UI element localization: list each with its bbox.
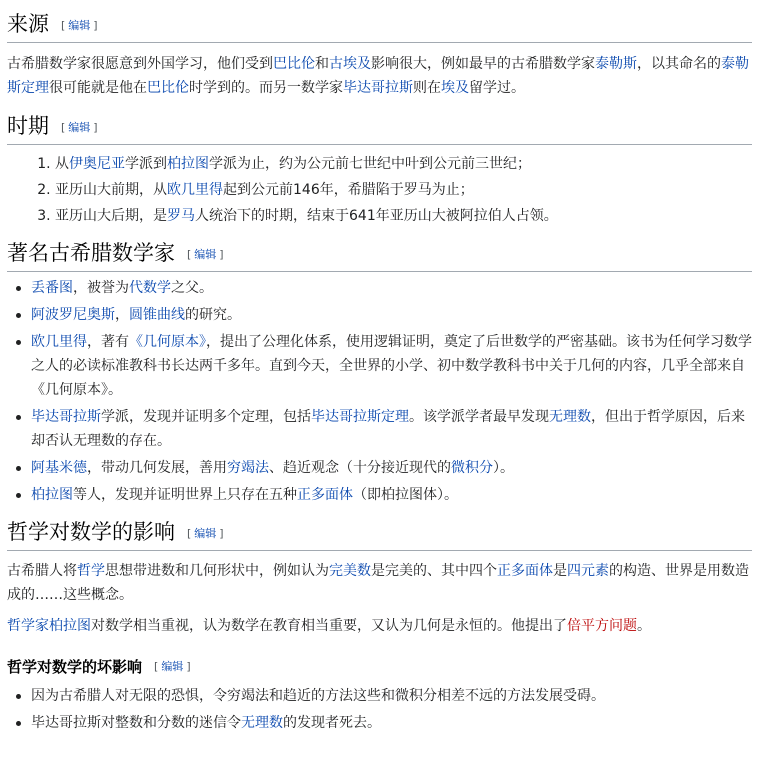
link-elements[interactable]: 《几何原本》 [129,334,206,350]
section-heading-origin [7,10,752,43]
link-conic-sections[interactable]: 圆锥曲线 [129,307,185,323]
section-heading-philosophy [7,518,752,551]
edit-section-famous: [ 编辑 ] [187,248,224,261]
edit-section-philosophy: [ 编辑 ] [187,527,224,540]
link-diophantus[interactable]: 丢番图 [31,280,73,296]
link-plato-3[interactable]: 柏拉图 [49,618,91,634]
list-item: 丢番图，被誉为代数学之父。 [31,276,752,300]
heading-text: 时期 [7,114,49,138]
link-euclid-2[interactable]: 欧几里得 [31,334,87,350]
edit-link[interactable]: 编辑 [194,527,217,540]
famous-list [7,276,752,507]
link-regular-polyhedron[interactable]: 正多面体 [297,487,353,503]
link-irrational-numbers-2[interactable]: 无理数 [241,715,283,731]
link-plato-2[interactable]: 柏拉图 [31,487,73,503]
list-item: 柏拉图等人，发现并证明世界上只存在五种正多面体（即柏拉图体）。 [31,483,752,507]
bullet-icon [16,286,21,291]
origin-paragraph: 古希腊数学家很愿意到外国学习，他们受到巴比伦和古埃及影响很大，例如最早的古希腊数学家泰勒斯，以其命名的泰勒斯定理很可能就是他在巴比伦时学到的。而另一数学家毕达哥拉斯则在埃及留学过。 [7,56,749,96]
philosophy-paragraph-1: 古希腊人将哲学思想带进数和几何形状中，例如认为完美数是完美的、其中四个正多面体是四元素的构造、世界是用数造成的……这些概念。 [7,563,749,603]
list-item: 阿波罗尼奥斯，圆锥曲线的研究。 [31,303,752,327]
bullet-icon [16,415,21,420]
bullet-icon [16,340,21,345]
link-philosophy[interactable]: 哲学 [77,563,105,579]
link-archimedes[interactable]: 阿基米德 [31,460,87,476]
philosophy-paragraph-2: 哲学家柏拉图对数学相当重视，认为数学在教育相当重要，又认为几何是永恒的。他提出了倍平方问题。 [7,618,651,634]
section-heading-famous [7,239,752,272]
link-thales-theorem[interactable]: 泰勒斯定理 [7,56,749,96]
bullet-icon [16,721,21,726]
link-pythagoras-2[interactable]: 毕达哥拉斯 [31,409,101,425]
link-egypt[interactable]: 埃及 [441,80,469,96]
list-item: 毕达哥拉斯学派，发现并证明多个定理，包括毕达哥拉斯定理。该学派学者最早发现无理数，但出于哲学原因，后来却否认无理数的存在。 [31,405,752,453]
heading-text: 来源 [7,12,49,36]
list-item: 1. 从伊奥尼亚学派到柏拉图学派为止，约为公元前七世纪中叶到公元前三世纪； [55,151,752,177]
periods-list [7,151,752,229]
bad-influence-list [7,684,752,735]
link-plato[interactable]: 柏拉图 [167,156,209,172]
link-rome[interactable]: 罗马 [167,208,195,224]
redlink-doubling-the-square[interactable]: 倍平方问题 [567,618,637,634]
link-perfect-number[interactable]: 完美数 [329,563,371,579]
list-item: 阿基米德，带动几何发展，善用穷竭法、趋近观念（十分接近现代的微积分）。 [31,456,752,480]
heading-text: 哲学对数学的影响 [7,520,175,544]
bullet-icon [16,493,21,498]
link-method-of-exhaustion[interactable]: 穷竭法 [227,460,269,476]
list-item: 因为古希腊人对无限的恐惧，令穷竭法和趋近的方法这些和微积分相差不远的方法发展受碍。 [31,684,752,708]
edit-section-periods: [ 编辑 ] [61,121,98,134]
link-pythagorean-theorem[interactable]: 毕达哥拉斯定理 [311,409,409,425]
link-irrational-numbers[interactable]: 无理数 [549,409,591,425]
section-heading-periods [7,112,752,145]
link-calculus[interactable]: 微积分 [451,460,493,476]
link-apollonius[interactable]: 阿波罗尼奥斯 [31,307,115,323]
list-item: 2. 亚历山大前期，从欧几里得起到公元前146年，希腊陷于罗马为止； [55,177,752,203]
heading-text: 哲学对数学的坏影响 [7,658,143,676]
link-ionia[interactable]: 伊奥尼亚 [69,156,125,172]
bullet-icon [16,694,21,699]
link-philosopher[interactable]: 哲学家 [7,618,49,634]
link-babylon-2[interactable]: 巴比伦 [147,80,189,96]
link-ancient-egypt[interactable]: 古埃及 [329,56,371,72]
section-heading-bad-influence [7,656,752,678]
list-item: 毕达哥拉斯对整数和分数的迷信令无理数的发现者死去。 [31,711,752,735]
link-pythagoras[interactable]: 毕达哥拉斯 [343,80,413,96]
list-item: 欧几里得，著有《几何原本》，提出了公理化体系，使用逻辑证明，奠定了后世数学的严密基础。该书为任何学习数学之人的必读标准教科书长达两千多年。直到今天，全世界的小学、初中数学教科书中关于几何的内容，几乎全部来自《几何原本》。 [31,330,752,402]
article-body [0,10,758,735]
edit-link[interactable]: 编辑 [161,660,184,673]
edit-link[interactable]: 编辑 [68,121,91,134]
list-item: 3. 亚历山大后期，是罗马人统治下的时期，结束于641年亚历山大被阿拉伯人占领。 [55,203,752,229]
edit-section-bad-influence: [ 编辑 ] [154,660,191,673]
edit-section-origin: [ 编辑 ] [61,19,98,32]
link-euclid[interactable]: 欧几里得 [167,182,223,198]
link-four-elements[interactable]: 四元素 [567,563,609,579]
heading-text: 著名古希腊数学家 [7,241,175,265]
bullet-icon [16,466,21,471]
link-babylon[interactable]: 巴比伦 [273,56,315,72]
link-regular-polyhedron-2[interactable]: 正多面体 [497,563,553,579]
bullet-icon [16,313,21,318]
edit-link[interactable]: 编辑 [68,19,91,32]
link-thales[interactable]: 泰勒斯 [595,56,637,72]
edit-link[interactable]: 编辑 [194,248,217,261]
link-algebra[interactable]: 代数学 [129,280,171,296]
